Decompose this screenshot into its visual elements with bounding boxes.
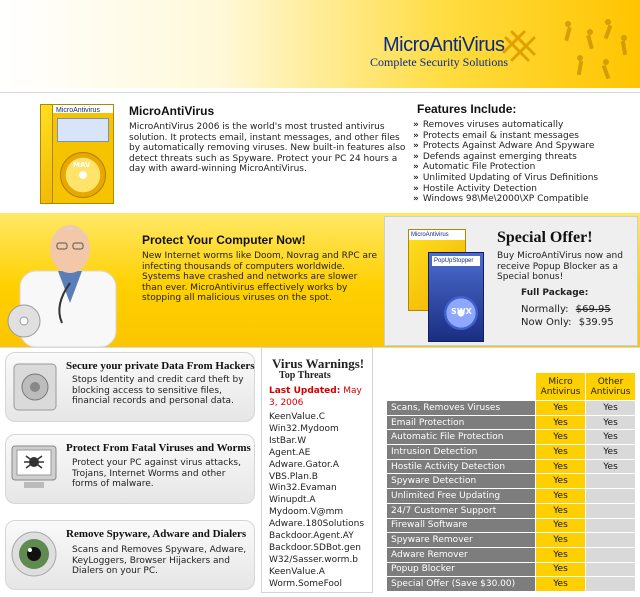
micro-antivirus-cell: Yes	[536, 503, 586, 518]
micro-antivirus-cell: Yes	[536, 459, 586, 474]
feature-item: » Unlimited Updating of Virus Definitions	[413, 173, 638, 184]
other-antivirus-cell	[586, 547, 636, 562]
micro-antivirus-cell: Yes	[536, 533, 586, 548]
comparison-table-body	[387, 401, 636, 592]
threat-link[interactable]: Win32.Mydoom	[269, 423, 339, 434]
feature-name-cell: Unlimited Free Updating	[387, 489, 536, 504]
warnings-updated-label: Last Updated:	[269, 386, 341, 396]
feature-item: » Protects email & instant messages	[413, 131, 638, 142]
offer-box-antivirus-label: MicroAntivirus	[409, 230, 465, 240]
warnings-updated-date: May 3, 2006	[269, 386, 362, 408]
table-row	[387, 459, 636, 474]
other-antivirus-cell	[586, 489, 636, 504]
protect-title: Protect Your Computer Now!	[142, 233, 306, 247]
feature-name-cell: Special Offer (Save $30.00)	[387, 577, 536, 592]
feature-item: » Defends against emerging threats	[413, 152, 638, 163]
card-viruses-title: Protect From Fatal Viruses and Worms	[66, 442, 251, 454]
threat-link[interactable]: Winupdt.A	[269, 495, 316, 506]
threat-link[interactable]: Backdoor.Agent.AY	[269, 531, 354, 542]
header-banner	[0, 0, 640, 88]
other-antivirus-cell	[586, 474, 636, 489]
other-antivirus-cell	[586, 562, 636, 577]
table-row	[387, 489, 636, 504]
table-row	[387, 401, 636, 416]
product-cd-icon	[60, 152, 106, 198]
feature-name-cell: Hostile Activity Detection	[387, 459, 536, 474]
micro-antivirus-cell: Yes	[536, 518, 586, 533]
table-row	[387, 547, 636, 562]
threat-link[interactable]: W32/Sasser.worm.b	[269, 554, 359, 565]
feature-name-cell: Email Protection	[387, 415, 536, 430]
other-antivirus-cell	[586, 518, 636, 533]
other-antivirus-cell	[586, 503, 636, 518]
table-row	[387, 577, 636, 592]
product-box-label: MicroAntivirus	[56, 107, 100, 114]
features-list	[413, 120, 638, 205]
micro-antivirus-cell: Yes	[536, 430, 586, 445]
col-micro-antivirus: Micro Antivirus	[536, 373, 586, 401]
offer-now-label: Now Only:	[521, 317, 572, 328]
threat-link[interactable]: VBS.Plan.B	[269, 471, 318, 482]
product-cd-label: MAV	[73, 161, 91, 169]
offer-title: Special Offer!	[497, 229, 593, 246]
card-hackers-title: Secure your private Data From Hackers	[66, 360, 255, 372]
feature-name-cell: Firewall Software	[387, 518, 536, 533]
threat-link[interactable]: Adware.180Solutions	[269, 519, 365, 530]
other-antivirus-cell: Yes	[586, 430, 636, 445]
feature-item: » Windows 98\Me\2000\XP Compatible	[413, 194, 638, 205]
brand-logo-text: MicroAntiVirus	[383, 34, 505, 56]
card-spyware-text: Scans and Removes Spyware, Adware, KeyLoggers, Browser Hijackers and Dialers on your PC.	[72, 545, 247, 577]
threat-link[interactable]: Backdoor.SDBot.gen	[269, 542, 361, 553]
table-row	[387, 503, 636, 518]
feature-name-cell: Spyware Remover	[387, 533, 536, 548]
feature-item: » Removes viruses automatically	[413, 120, 638, 131]
table-row	[387, 445, 636, 460]
threat-link[interactable]: Adware.Gator.A	[269, 459, 339, 470]
feature-name-cell: Adware Remover	[387, 547, 536, 562]
offer-now-price: $39.95	[578, 317, 614, 328]
table-row	[387, 415, 636, 430]
table-header-row	[387, 373, 636, 401]
micro-antivirus-cell: Yes	[536, 474, 586, 489]
micro-antivirus-cell: Yes	[536, 577, 586, 592]
offer-normal-price-row	[521, 304, 611, 315]
other-antivirus-cell: Yes	[586, 415, 636, 430]
threat-link[interactable]: Win32.Evaman	[269, 483, 337, 494]
micro-antivirus-cell: Yes	[536, 489, 586, 504]
feature-name-cell: 24/7 Customer Support	[387, 503, 536, 518]
card-viruses-text: Protect your PC against virus attacks, Trojans, Internet Worms and other forms of malware.	[72, 458, 241, 490]
micro-antivirus-cell: Yes	[536, 415, 586, 430]
feature-name-cell: Spyware Detection	[387, 474, 536, 489]
table-corner	[387, 373, 536, 401]
table-row	[387, 562, 636, 577]
feature-name-cell: Intrusion Detection	[387, 445, 536, 460]
eye-icon	[8, 526, 60, 582]
feature-name-cell: Popup Blocker	[387, 562, 536, 577]
table-row	[387, 518, 636, 533]
comparison-table	[386, 372, 636, 592]
threat-link[interactable]: KeenValue.A	[269, 566, 325, 577]
offer-now-price-row	[521, 317, 614, 328]
safe-icon	[10, 358, 60, 416]
product-box-screenshot	[57, 118, 109, 142]
table-row	[387, 474, 636, 489]
product-description: MicroAntiVirus 2006 is the world's most trusted antivirus solution. It protects email, instant messages, and other files by automatically removing viruses. New built-in features also detect threats such as Spyware. Protect your PC 24 hours a day with award-winning MicroAntiVirus.	[129, 122, 406, 175]
micro-antivirus-cell: Yes	[536, 547, 586, 562]
threat-link[interactable]: Worm.SomeFool	[269, 578, 342, 589]
offer-box-popupstopper-label: PopUpStopper	[432, 256, 480, 266]
other-antivirus-cell: Yes	[586, 445, 636, 460]
feature-name-cell: Scans, Removes Viruses	[387, 401, 536, 416]
threat-link[interactable]: KeenValue.C	[269, 412, 326, 422]
threat-link[interactable]: IstBar.W	[269, 435, 307, 446]
offer-package-label: Full Package:	[521, 288, 589, 298]
other-antivirus-cell: Yes	[586, 401, 636, 416]
feature-item: » Automatic File Protection	[413, 162, 638, 173]
doctor-photo	[0, 213, 128, 347]
feature-item: » Hostile Activity Detection	[413, 184, 638, 195]
threat-link[interactable]: Mydoom.V@mm	[269, 507, 344, 518]
col-other-antivirus: Other Antivirus	[586, 373, 636, 401]
other-antivirus-cell	[586, 533, 636, 548]
offer-cd-icon	[444, 296, 478, 330]
runners-illustration	[548, 10, 638, 85]
offer-cd-label: SWX	[451, 307, 472, 316]
warnings-title: Virus Warnings!	[272, 356, 365, 371]
features-title: Features Include:	[417, 102, 517, 116]
feature-name-cell: Automatic File Protection	[387, 430, 536, 445]
offer-normal-label: Normally:	[521, 304, 569, 315]
other-antivirus-cell	[586, 577, 636, 592]
warnings-subtitle: Top Threats	[279, 370, 331, 381]
warnings-list	[269, 412, 375, 591]
brand-tagline: Complete Security Solutions	[370, 55, 508, 69]
other-antivirus-cell: Yes	[586, 459, 636, 474]
offer-text: Buy MicroAntiVirus now and receive Popup Blocker as a Special bonus!	[497, 251, 623, 283]
micro-antivirus-cell: Yes	[536, 401, 586, 416]
table-row	[387, 533, 636, 548]
threat-link[interactable]: Agent.AE	[269, 447, 311, 458]
table-row	[387, 430, 636, 445]
brand-logo-icon	[500, 28, 538, 66]
warnings-updated	[269, 385, 373, 409]
infected-monitor-icon	[8, 440, 60, 496]
micro-antivirus-cell: Yes	[536, 445, 586, 460]
micro-antivirus-cell: Yes	[536, 562, 586, 577]
offer-normal-price: $69.95	[575, 304, 611, 315]
product-title: MicroAntiVirus	[129, 104, 215, 118]
protect-text: New Internet worms like Doom, Novrag and RPC are infecting thousands of computers worldwide. Systems have crashed and networks are slower than ever. MicroAntivirus effectively works by stopping all malicious viruses on the spot.	[142, 251, 378, 304]
feature-item: » Protects Against Adware And Spyware	[413, 141, 638, 152]
card-spyware-title: Remove Spyware, Adware and Dialers	[66, 528, 247, 540]
card-hackers-text: Stops Identity and credit card theft by blocking access to sensitive files, financial records and personal data.	[72, 375, 244, 407]
divider	[0, 92, 640, 93]
